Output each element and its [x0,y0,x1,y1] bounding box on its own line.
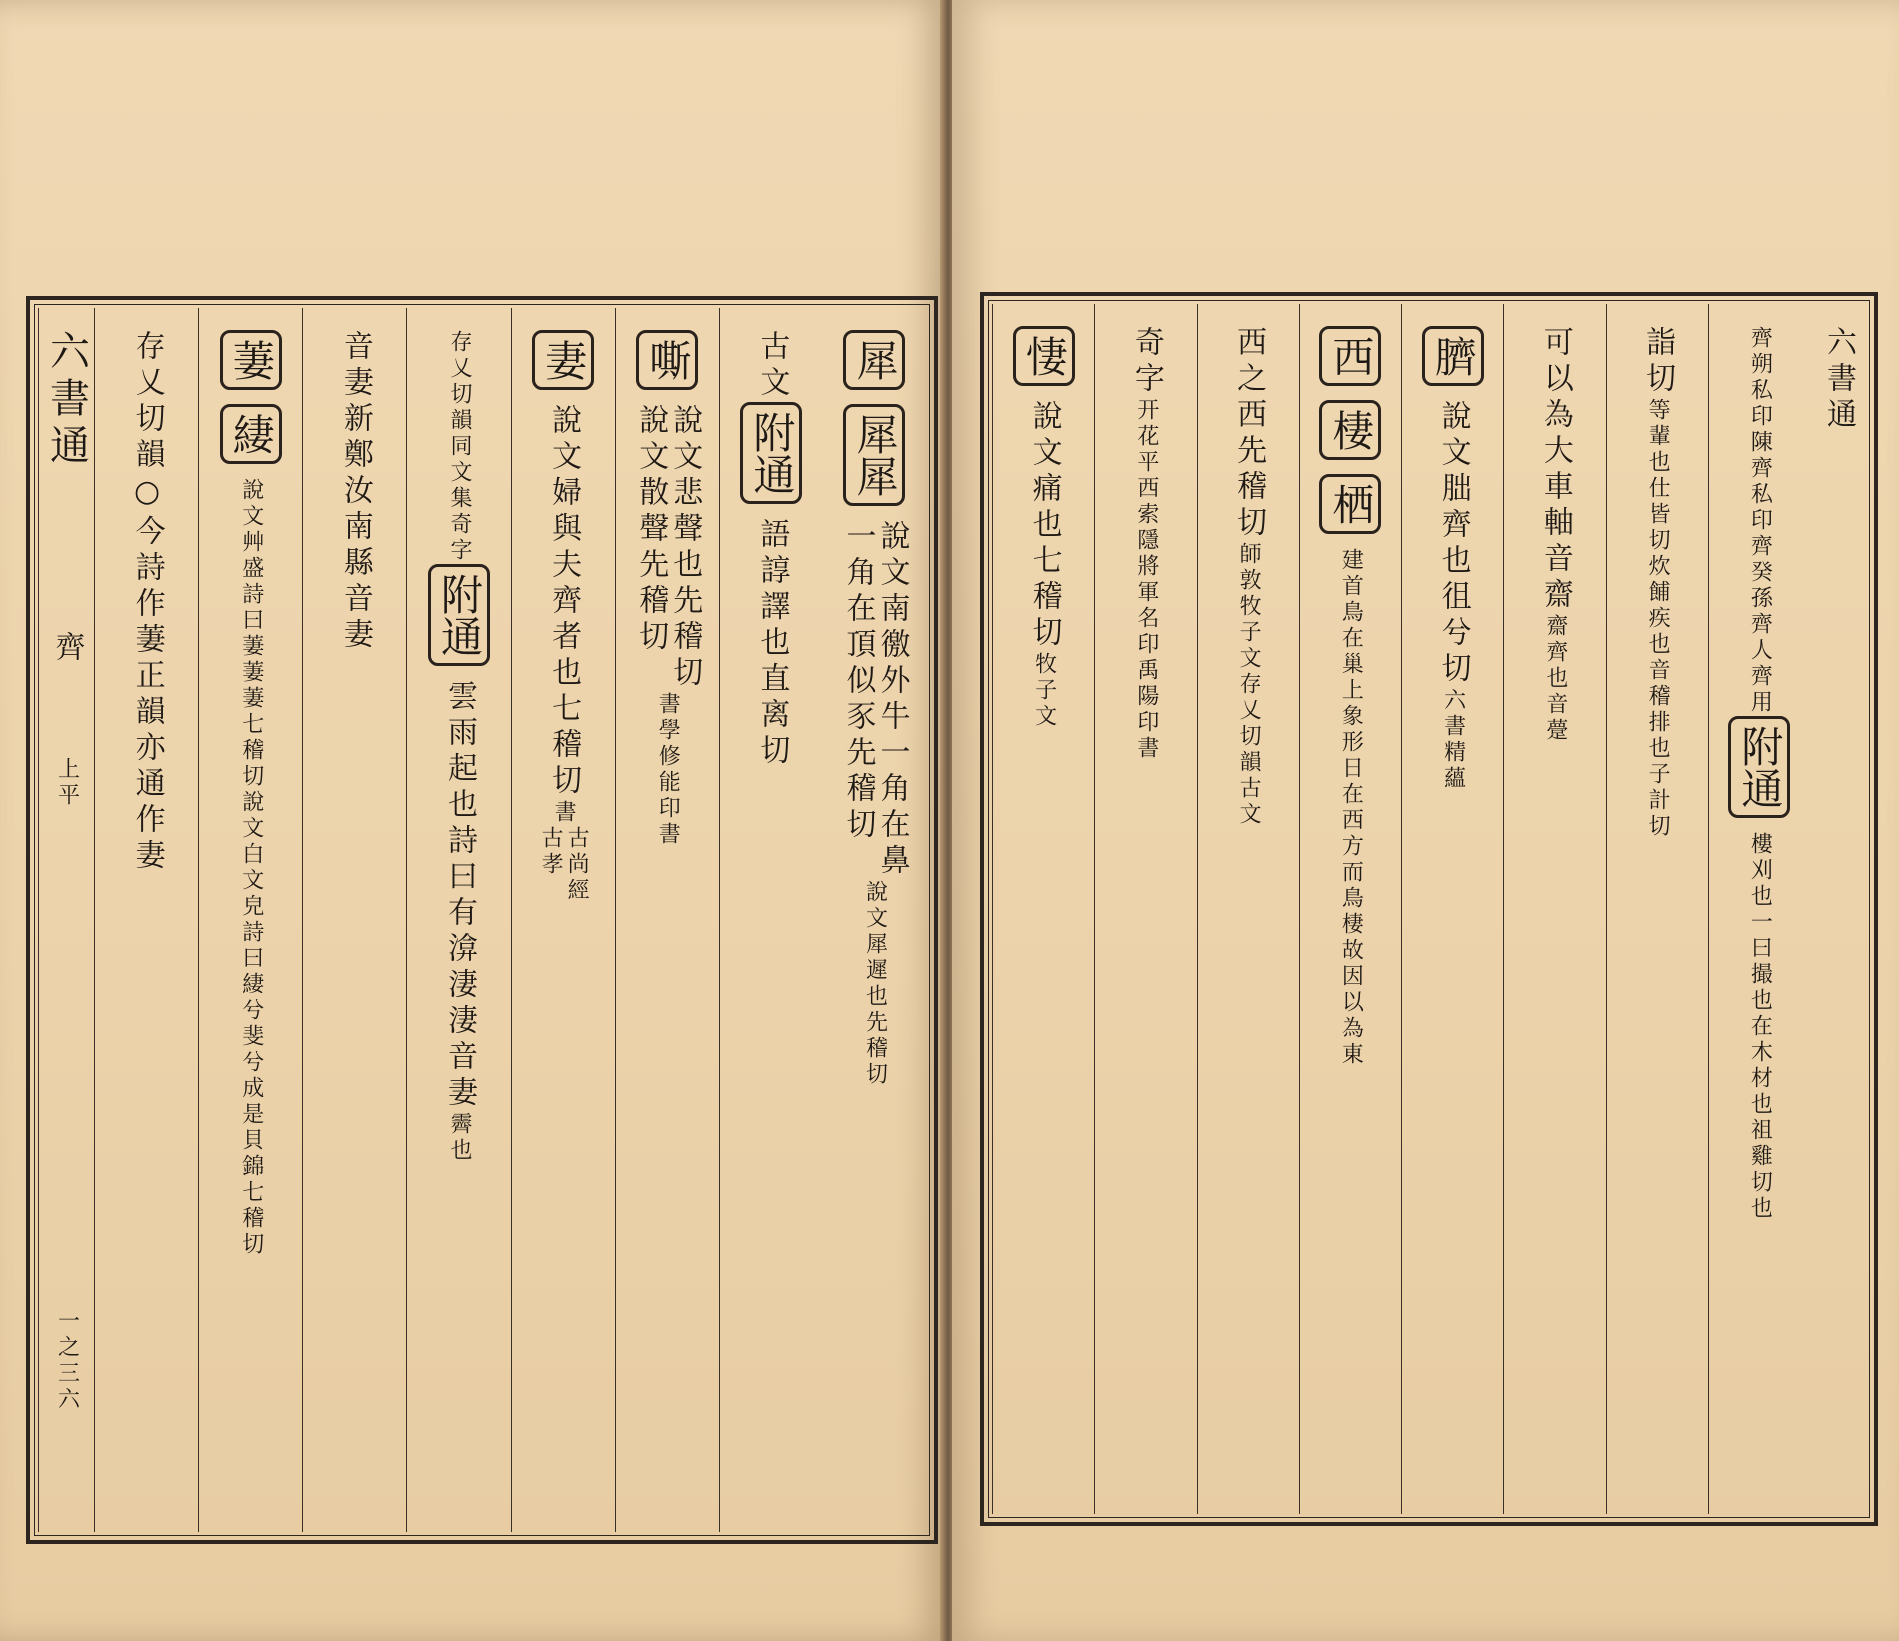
annotation-label: 附通 [434,573,484,657]
headword-box [1013,326,1075,386]
right-margin-column [1810,304,1866,1514]
headword: 臍 [1428,335,1478,377]
seal-label-3: 私印 [1747,482,1773,534]
column-qi-navel [1401,304,1503,1514]
left-margin-column [38,308,94,1532]
source-label-3: 古孝 [538,826,564,878]
gloss-text: 西之西先稽切 [1231,326,1267,542]
source-label-5: 禹陽印書 [1133,658,1159,762]
rhyme-label: 齊 [49,631,85,667]
source-label-4: 古文 [1236,776,1262,828]
headword-box [1422,326,1484,386]
annotation-label: 附通 [1735,725,1785,809]
definition-text-2: 說文散聲先稽切 [633,404,669,656]
definition-text-3: 雞切 [1747,1144,1773,1196]
column-gloss-8 [94,308,198,1532]
headword: 萋 [226,339,276,381]
tone-label: 上平 [54,757,80,809]
note-text: ○今詩作萋正韻亦通作妻 [129,474,165,875]
source-label-3: 奇字 [446,512,472,564]
source-label-2: 古尚經 [564,826,590,904]
place-note: 新鄭汝南縣音妻 [337,402,373,654]
column-gloss-2 [719,308,823,1532]
gloss-end: 霽也 [446,1112,472,1164]
left-columns [38,308,926,1532]
column-gloss-5 [406,308,510,1532]
seal-label-4: 齊癸 [1747,534,1773,586]
headword-box [843,330,905,390]
source-label: 六書精蘊 [1440,688,1466,792]
gloss-text: 可以為大車軸音齋 [1537,326,1573,614]
definition-text: 建首鳥在巢上象形日在西方而鳥棲故因以為東 [1338,548,1364,1068]
column-si-hiss [615,308,719,1532]
headword-box [532,330,594,390]
column-gloss-r3 [1503,304,1605,1514]
column-gloss-r6 [1197,304,1299,1514]
headword-box-3 [1319,474,1381,534]
seal-label-2: 陳齊 [1747,430,1773,482]
definition-text: 說文婦與夫齊者也七稽切 [546,404,582,800]
gloss-text: 語諄譯也直离切 [754,518,790,770]
source-label: 書學 [655,692,681,744]
left-page [0,0,945,1641]
headword-box [636,330,698,390]
column-qi-wife [511,308,615,1532]
pronunciation-note: 音妻 [337,330,373,402]
source-label-2: 平西 [1133,450,1159,502]
column-qi-seals [1708,304,1810,1514]
book-title: 六書通 [1821,326,1856,434]
gloss-text-2: 齋 [1542,614,1568,640]
column-xi-west [1299,304,1401,1514]
headword: 犀 [850,339,900,381]
definition-text: 說文痛也七稽切 [1026,400,1062,652]
source-label: 書 [551,800,577,826]
headword: 西 [1326,335,1376,377]
annotation-box [428,564,490,666]
definition-text: 說文艸盛詩曰萋萋萋七稽切 [238,478,264,790]
annotation-box [740,402,802,504]
headword-box-variant [843,404,905,506]
source-label-3: 存乂切韻 [1236,672,1262,776]
headword-2: 棲 [1326,409,1376,451]
gloss-text-3: 齊也音䠢 [1542,640,1568,744]
gloss-text-3: 炊餔疾也音稽 [1645,554,1671,710]
source-label: 牧子文 [1031,652,1057,730]
column-gloss-r2 [1606,304,1708,1514]
seal-label-5: 孫齊人 [1747,586,1773,664]
gloss-text: 說文犀遲也先稽切 [862,880,888,1088]
definition-end: 也 [1747,1196,1773,1222]
headword-box [220,330,282,390]
seal-label: 齊朔私印 [1747,326,1773,430]
source-label: 存乂切韻 [129,330,165,474]
script-label: 古文 [754,330,790,402]
book-title: 六書通 [43,330,90,471]
headword-variant: 犀犀 [850,413,900,497]
annotation-box [1728,716,1790,818]
definition-text: 樓刈也一曰撮也在 [1747,832,1773,1040]
headword: 嘶 [643,339,693,381]
gloss-text-2: 等輩也仕皆切 [1645,398,1671,554]
folio-number: 一之三六 [54,1309,80,1413]
column-xi-rhinoceros [823,308,926,1532]
definition-text: 說文南徼外牛一角在鼻 [874,520,910,880]
source-label-2: 修能印書 [655,744,681,848]
right-page [952,0,1899,1641]
gloss-text: 詣切 [1640,326,1676,398]
definition-text: 說文朏齊也徂兮切 [1435,400,1471,688]
source-label-2: 同文集 [446,434,472,512]
definition-text: 雲雨起也詩曰有渰淒淒音妻 [441,680,477,1112]
script-label: 奇字 [1128,326,1164,398]
column-gloss-6 [302,308,406,1532]
headword: 悽 [1019,335,1069,377]
headword-2: 緀 [226,413,276,455]
source-label: 开花 [1133,398,1159,450]
right-columns [992,304,1866,1514]
definition-text-2: 一角在頂似豕先稽切 [840,520,876,844]
column-qi-sorrow [992,304,1094,1514]
headword-box-2 [1319,400,1381,460]
headword-3: 栖 [1326,483,1376,525]
source-label: 師敦 [1236,542,1262,594]
column-gloss-r7 [1094,304,1196,1514]
gloss-text-4: 排也子計切 [1645,710,1671,840]
headword-box-2 [220,404,282,464]
definition-text: 說文悲聲也先稽切 [667,404,703,692]
left-page-frame [26,296,938,1544]
definition-text-2: 說文白文皃詩曰緀兮斐兮成是貝錦七稽切 [238,790,264,1258]
source-label: 存乂切韻 [446,330,472,434]
headword-box [1319,326,1381,386]
source-label-4: 名印 [1133,606,1159,658]
source-label-2: 牧子文 [1236,594,1262,672]
annotation-label: 附通 [747,411,797,495]
right-page-frame [980,292,1878,1526]
headword: 妻 [539,339,589,381]
source-label-3: 索隱將軍 [1133,502,1159,606]
column-qi-luxuriant [198,308,302,1532]
seal-label-6: 齊用 [1747,664,1773,716]
definition-text-2: 木材也祖 [1747,1040,1773,1144]
